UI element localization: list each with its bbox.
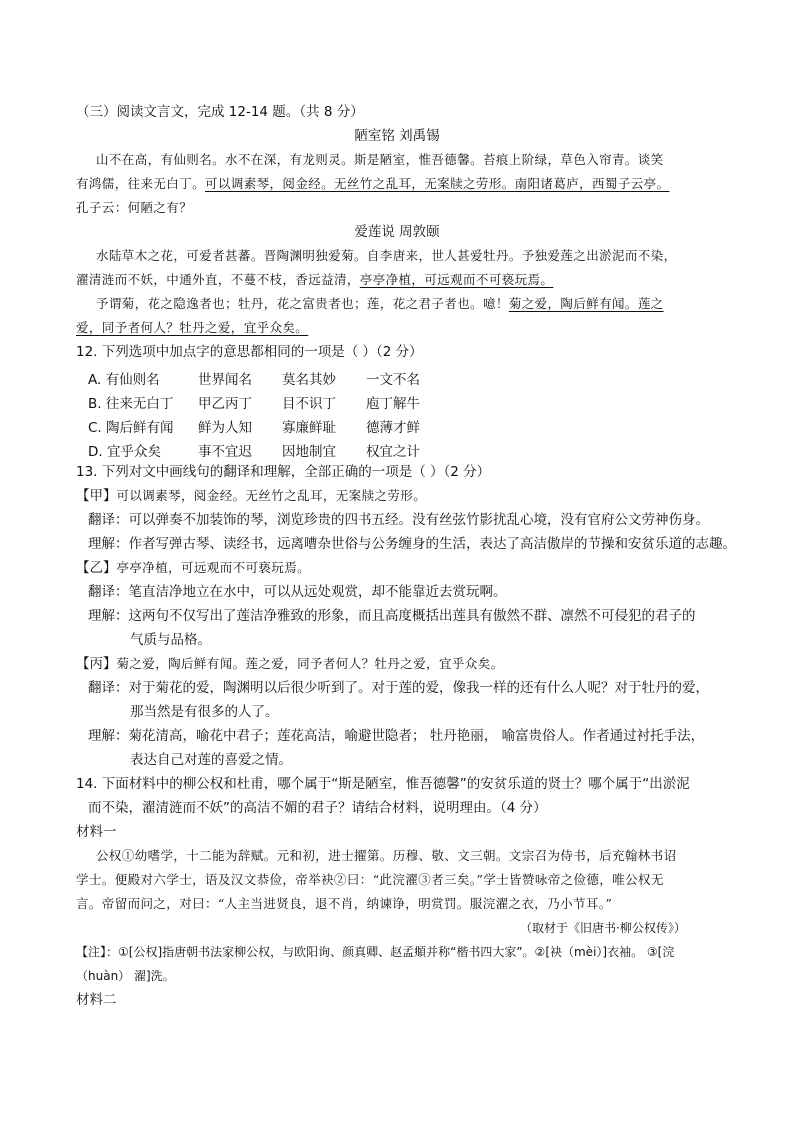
q13-bing-understanding-2: 表达自己对莲的喜爱之情。 bbox=[130, 752, 292, 768]
q13-yi bbox=[76, 560, 310, 577]
q13-bing-translation-1: 翻译：对于菊花的爱，陶渊明以后很少听到了。对于莲的爱，像我一样的还有什么人呢？对于牡丹的爱， bbox=[88, 680, 709, 696]
poem1-line-2 bbox=[76, 176, 669, 192]
poem1-line-3: 孔子云：何陋之有？ bbox=[76, 200, 193, 215]
material-1-line-1: 公权①幼嗜学，十二能为辞赋。元和初，进士擢第。历穆、敬、文三朝。文宗召为侍书，后充翰林书诏 bbox=[96, 848, 677, 863]
poem2-underlined-b: 菊之爱，陶后鲜有闻。莲之 bbox=[508, 296, 664, 311]
q13-yi-text: 亭亭净植，可远观而不可亵玩焉。 bbox=[116, 560, 311, 575]
material-1-label: 材料一 bbox=[76, 824, 117, 840]
q12-d-2: 事不宜迟 bbox=[198, 444, 252, 460]
q12-b-4: 庖丁解牛 bbox=[366, 396, 420, 412]
q12-c-2: 鲜为人知 bbox=[198, 420, 252, 436]
q13-yi-translation: 翻译：笔直洁净地立在水中，可以从远处观赏，却不能靠近去赏玩啊。 bbox=[88, 584, 507, 600]
q13-jia-label: 【甲】 bbox=[76, 488, 117, 504]
q13-jia bbox=[76, 488, 426, 505]
q12-c-4: 德薄才鲜 bbox=[366, 420, 420, 436]
note-line-1: 【注】：①[公权]指唐朝书法家柳公权，与欧阳询、颜真卿、赵孟頫并称“楷书四大家”。②[袂（mèi）]衣袖。 ③[浣 bbox=[76, 945, 675, 959]
q14-stem-1: 14. 下面材料中的柳公权和杜甫，哪个属于“斯是陋室，惟吾德馨”的安贫乐道的贤士？哪个属于“出淤泥 bbox=[76, 776, 690, 792]
q13-yi-label: 【乙】 bbox=[76, 560, 117, 576]
note-line-2: （huàn） 濯]洗。 bbox=[76, 969, 175, 983]
q12-c-1: C. 陶后鲜有闻 bbox=[88, 420, 174, 436]
section-heading: （三）阅读文言文，完成 12-14 题。（共 8 分） bbox=[76, 104, 364, 120]
q12-b-2: 甲乙丙丁 bbox=[198, 396, 252, 412]
poem2-line-2 bbox=[76, 272, 553, 288]
q13-jia-text: 可以调素琴，阅金经。无丝竹之乱耳，无案牍之劳形。 bbox=[116, 488, 427, 503]
q13-bing-understanding-1: 理解：菊花清高，喻花中君子；莲花高洁，喻避世隐者； 牡丹艳丽， 喻富贵俗人。作者通过衬托手法， bbox=[88, 728, 705, 744]
poem2-line-1: 水陆草木之花，可爱者甚蕃。晋陶渊明独爱菊。自李唐来，世人甚爱牡丹。予独爱莲之出淤泥而不染， bbox=[96, 248, 677, 263]
poem2-underlined-a: 亭亭净植，可远观而不可亵玩焉。 bbox=[359, 272, 554, 287]
q13-jia-translation: 翻译：可以弹奏不加装饰的琴，浏览珍贵的四书五经。没有丝弦竹影扰乱心境，没有官府公文劳神伤身。 bbox=[88, 512, 709, 528]
q13-bing bbox=[76, 656, 504, 673]
q12-c-3: 寡廉鲜耻 bbox=[282, 420, 336, 436]
poem1-line-1: 山不在高，有仙则名。水不在深，有龙则灵。斯是陋室，惟吾德馨。苔痕上阶绿，草色入帘青。谈笑 bbox=[96, 152, 664, 167]
q12-a-1: A. 有仙则名 bbox=[88, 372, 160, 388]
material-2-label: 材料二 bbox=[76, 992, 117, 1008]
poem1-title: 陋室铭 刘禹锡 bbox=[354, 128, 440, 144]
poem2-title: 爱莲说 周敦颐 bbox=[354, 224, 440, 240]
material-1-line-3: 言。帝留而问之，对曰：“人主当进贤良，退不肖，纳谏诤，明赏罚。服浣濯之衣，乃小节耳。” bbox=[76, 896, 613, 911]
q13-bing-text: 菊之爱，陶后鲜有闻。莲之爱，同予者何人？牡丹之爱，宜乎众矣。 bbox=[116, 656, 504, 671]
q12-stem: 12. 下列选项中加点字的意思都相同的一项是（ ）（2 分） bbox=[76, 344, 423, 360]
q13-yi-understanding-2: 气质与品格。 bbox=[130, 632, 211, 648]
poem1-underlined-a: 可以调素琴，阅金经。无丝竹之乱耳，无案牍之劳形。 bbox=[205, 176, 515, 191]
q13-jia-understanding: 理解：作者写弹古琴、读经书，远离嘈杂世俗与公务缠身的生活，表达了高洁傲岸的节操和安贫乐道的志趣。 bbox=[88, 536, 736, 552]
q12-d-1: D. 宜乎众矣 bbox=[88, 444, 161, 460]
q12-d-4: 权宜之计 bbox=[366, 444, 420, 460]
q13-yi-understanding-1: 理解：这两句不仅写出了莲洁净雅致的形象，而且高度概括出莲具有傲然不群、凛然不可侵犯的君子的 bbox=[88, 608, 696, 624]
material-1-line-2: 学士。便殿对六学士，语及汉文恭俭，帝举袂②曰：“此浣濯③者三矣。”学士皆赞咏帝之俭德，唯公权无 bbox=[76, 872, 664, 887]
poem2-line-3 bbox=[96, 296, 664, 312]
q12-b-1: B. 往来无白丁 bbox=[88, 396, 174, 412]
q13-bing-translation-2: 那当然是有很多的人了。 bbox=[130, 704, 279, 720]
poem2-line-2a: 濯清涟而不妖，中通外直，不蔓不枝，香远益清， bbox=[76, 272, 360, 287]
q12-a-4: 一文不名 bbox=[366, 372, 420, 388]
poem2-line-3a: 予谓菊，花之隐逸者也；牡丹，花之富贵者也；莲，花之君子者也。噫！ bbox=[96, 296, 509, 311]
poem1-line-2a: 有鸿儒，往来无白丁。 bbox=[76, 176, 206, 191]
poem2-line-4: 爱，同予者何人？牡丹之爱，宜乎众矣。 bbox=[76, 320, 309, 335]
q14-stem-2: 而不染，濯清涟而不妖”的高洁不媚的君子？请结合材料，说明理由。（4 分） bbox=[88, 800, 547, 816]
q13-stem: 13. 下列对文中画线句的翻译和理解，全部正确的一项是（ ）（2 分） bbox=[76, 464, 491, 480]
q12-a-3: 莫名其妙 bbox=[282, 372, 336, 388]
q12-d-3: 因地制宜 bbox=[282, 444, 336, 460]
material-1-source: （取材于《旧唐书·柳公权传》） bbox=[520, 921, 686, 935]
q12-a-2: 世界闻名 bbox=[198, 372, 252, 388]
poem1-underlined-b: 南阳诸葛庐，西蜀子云亭。 bbox=[514, 176, 670, 191]
q13-bing-label: 【丙】 bbox=[76, 656, 117, 672]
q12-b-3: 目不识丁 bbox=[282, 396, 336, 412]
